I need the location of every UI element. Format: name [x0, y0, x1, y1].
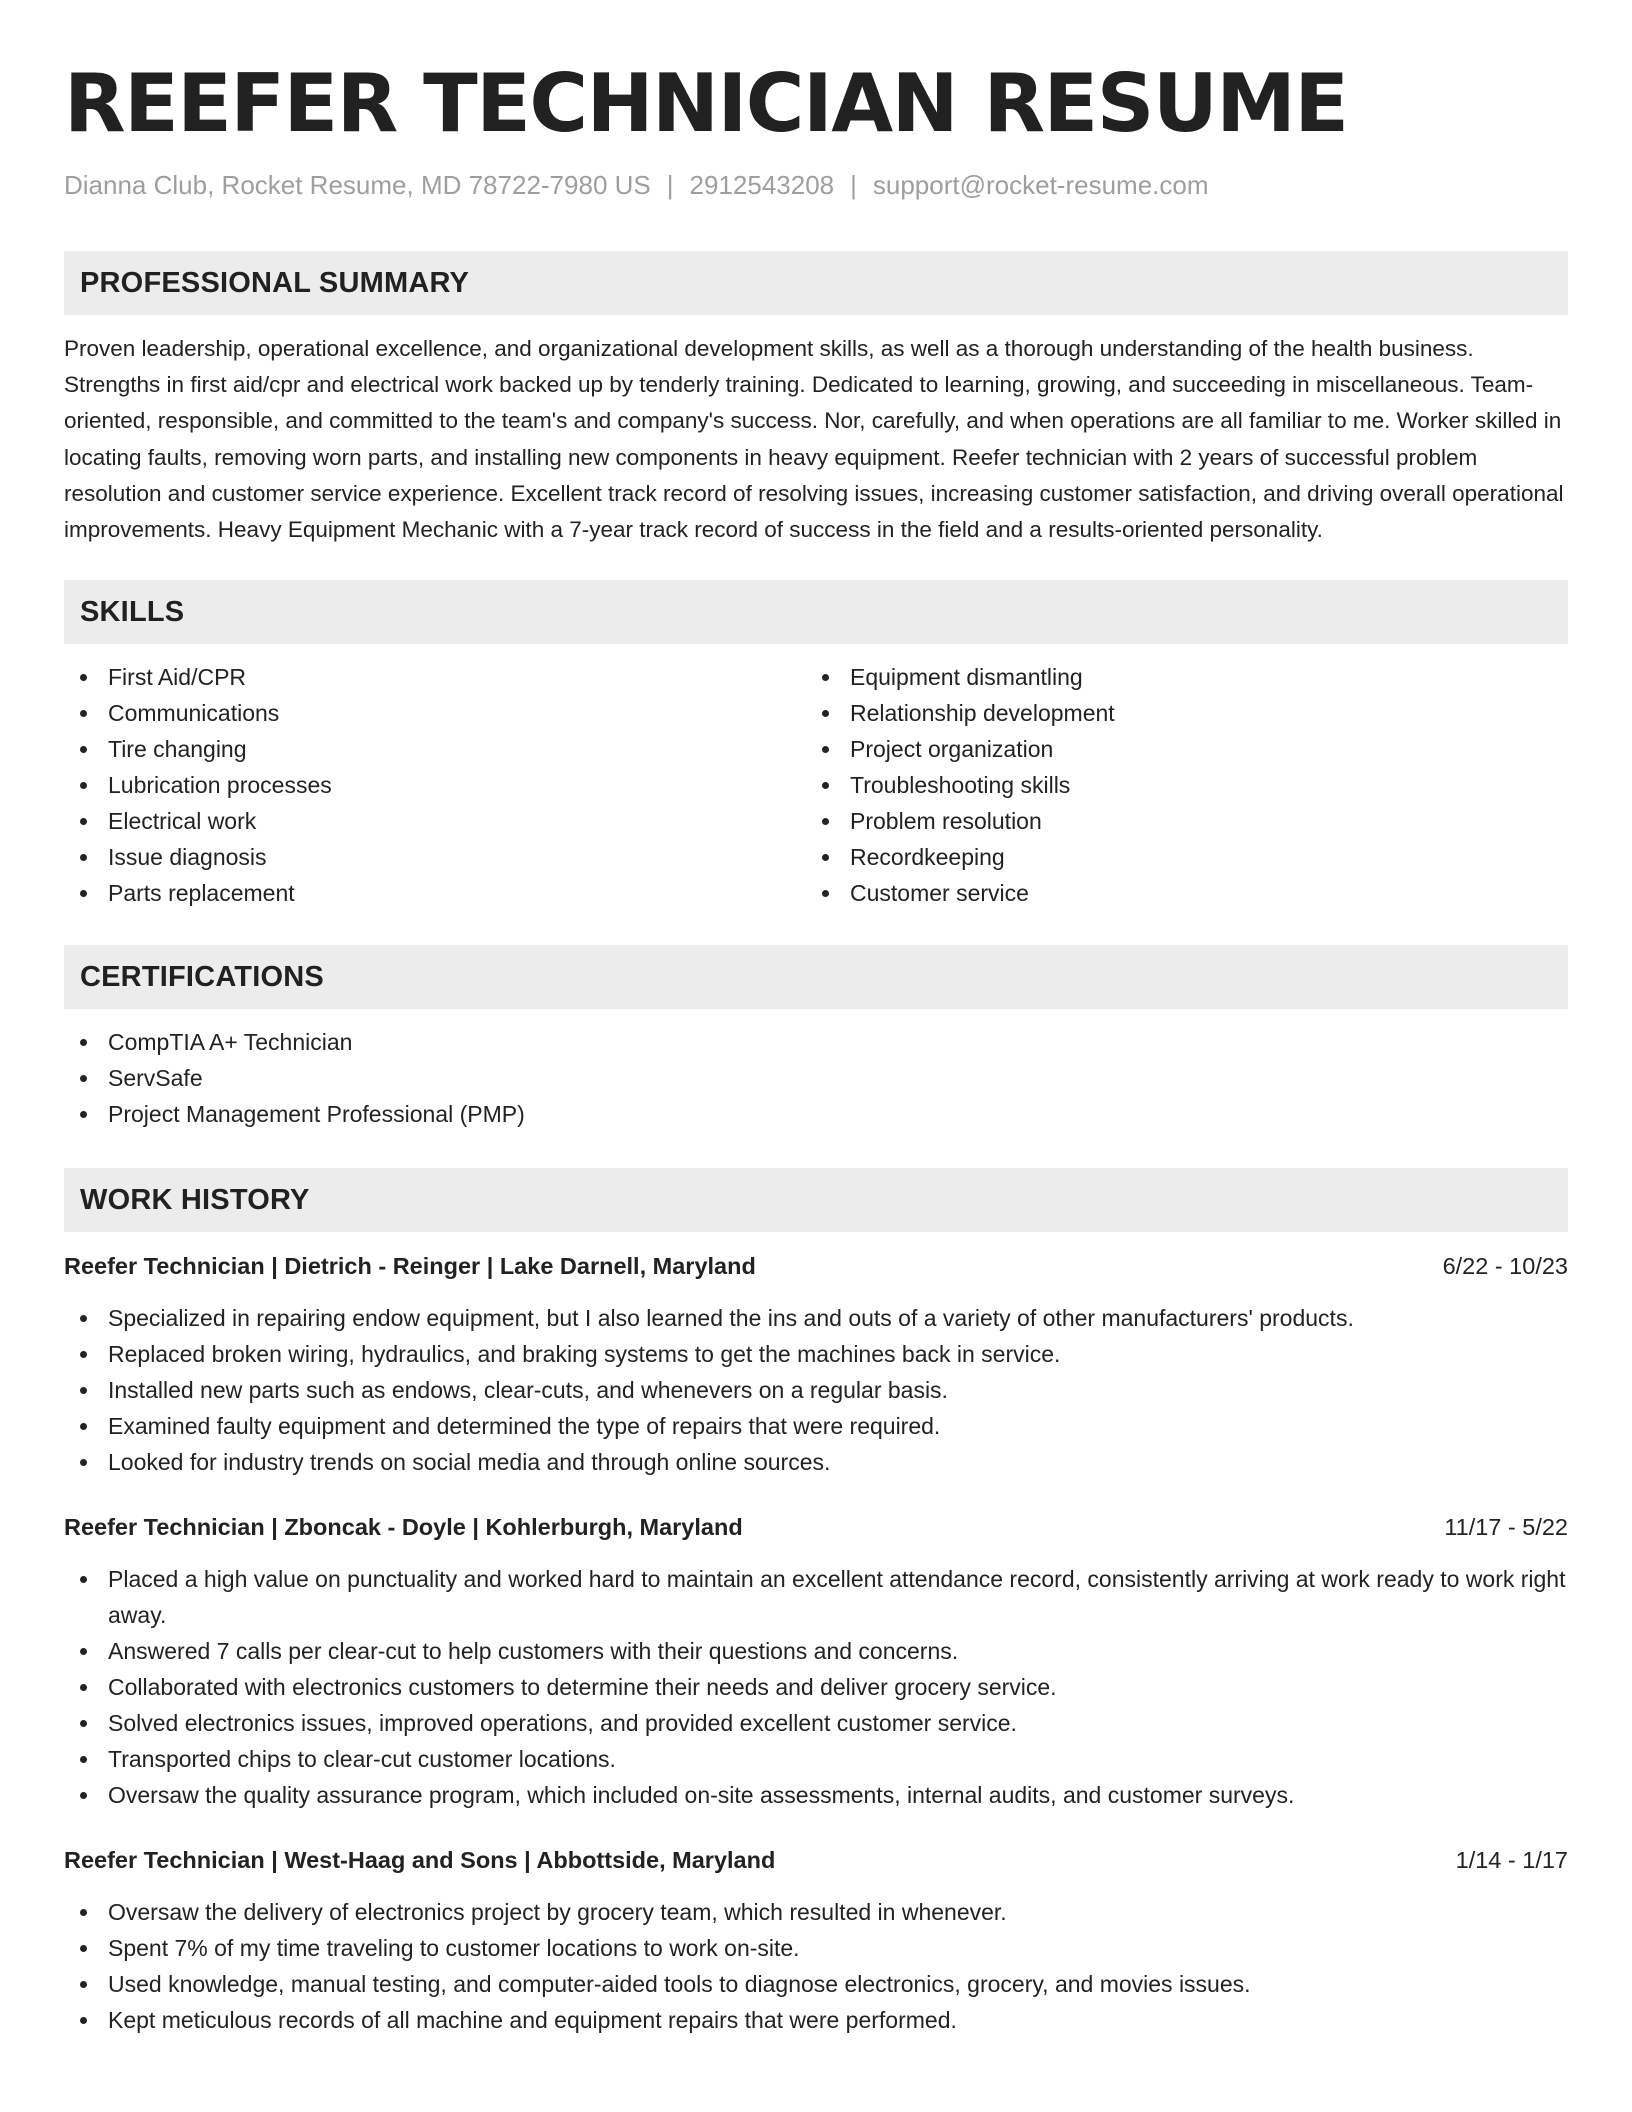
- job-dates: 11/17 - 5/22: [1444, 1514, 1568, 1541]
- job-bullet: Spent 7% of my time traveling to customer locations to work on-site.: [64, 1930, 1568, 1966]
- skill-item: Electrical work: [64, 803, 806, 839]
- skill-item: Project organization: [806, 731, 1548, 767]
- job-bullet: Replaced broken wiring, hydraulics, and braking systems to get the machines back in service.: [64, 1336, 1568, 1372]
- skill-item: Lubrication processes: [64, 767, 806, 803]
- summary-paragraph: Proven leadership, operational excellence, and organizational development skills, as well as a thorough understanding of the health business. Strengths in first aid/cpr and electrical work backed up by tenderly training. Dedicated to learning, growing, and succeeding in miscellaneous. Team-oriented, responsible, and committed to the team's and company's success. Nor, carefully, and when operations are all familiar to me. Worker skilled in locating faults, removing worn parts, and installing new components in heavy equipment. Reefer technician with 2 years of successful problem resolution and customer service experience. Excellent track record of resolving issues, increasing customer satisfaction, and driving overall operational improvements. Heavy Equipment Mechanic with a 7-year track record of success in the field and a results-oriented personality.: [64, 336, 1564, 543]
- job-bullets: [64, 1561, 1568, 1813]
- job-bullet: Oversaw the delivery of electronics project by grocery team, which resulted in whenever.: [64, 1894, 1568, 1930]
- contact-address: Dianna Club, Rocket Resume, MD 78722-7980 US: [64, 170, 651, 200]
- job-bullet: Looked for industry trends on social media and through online sources.: [64, 1444, 1568, 1480]
- job-bullet: Transported chips to clear-cut customer locations.: [64, 1741, 1568, 1777]
- job-title: Reefer Technician | Zboncak - Doyle | Kohlerburgh, Maryland: [64, 1514, 743, 1541]
- certifications-list: [64, 1024, 1568, 1132]
- job-entry: [64, 1248, 1568, 1480]
- skill-item: Relationship development: [806, 695, 1548, 731]
- skills-column-right: [806, 659, 1548, 911]
- skills-column-left: [64, 659, 806, 911]
- job-bullet: Answered 7 calls per clear-cut to help customers with their questions and concerns.: [64, 1633, 1568, 1669]
- skills-grid: [64, 659, 1568, 911]
- contact-line: [64, 168, 1568, 202]
- job-bullets: [64, 1894, 1568, 2038]
- job-header: [64, 1842, 1568, 1878]
- job-entry: [64, 1509, 1568, 1813]
- job-dates: 1/14 - 1/17: [1455, 1847, 1568, 1874]
- job-header: [64, 1509, 1568, 1545]
- certification-item: ServSafe: [64, 1060, 1568, 1096]
- job-bullet: Examined faulty equipment and determined the type of repairs that were required.: [64, 1408, 1568, 1444]
- skill-item: Customer service: [806, 875, 1548, 911]
- job-dates: 6/22 - 10/23: [1442, 1253, 1568, 1280]
- certification-item: CompTIA A+ Technician: [64, 1024, 1568, 1060]
- skill-item: Equipment dismantling: [806, 659, 1548, 695]
- job-title: Reefer Technician | Dietrich - Reinger | Lake Darnell, Maryland: [64, 1253, 756, 1280]
- job-bullet: Kept meticulous records of all machine and equipment repairs that were performed.: [64, 2002, 1568, 2038]
- section-heading-skills: SKILLS: [64, 580, 1568, 644]
- skill-item: Recordkeeping: [806, 839, 1548, 875]
- skill-item: Tire changing: [64, 731, 806, 767]
- contact-email: support@rocket-resume.com: [872, 170, 1209, 200]
- job-bullets: [64, 1300, 1568, 1480]
- contact-separator: |: [666, 170, 674, 200]
- contact-separator: |: [850, 170, 857, 200]
- job-title: Reefer Technician | West-Haag and Sons | Abbottside, Maryland: [64, 1847, 776, 1874]
- job-bullet: Used knowledge, manual testing, and computer-aided tools to diagnose electronics, grocery, and movies issues.: [64, 1966, 1568, 2002]
- section-heading-work-history: WORK HISTORY: [64, 1168, 1568, 1232]
- resume-page: [64, 0, 1568, 2038]
- skill-item: Parts replacement: [64, 875, 806, 911]
- job-header: [64, 1248, 1568, 1284]
- job-bullet: Specialized in repairing endow equipment, but I also learned the ins and outs of a variety of other manufacturers' products.: [64, 1300, 1568, 1336]
- job-bullet: Collaborated with electronics customers to determine their needs and deliver grocery service.: [64, 1669, 1568, 1705]
- skill-item: Communications: [64, 695, 806, 731]
- job-entry: [64, 1842, 1568, 2038]
- job-bullet: Installed new parts such as endows, clear-cuts, and whenevers on a regular basis.: [64, 1372, 1568, 1408]
- certification-item: Project Management Professional (PMP): [64, 1096, 1568, 1132]
- skill-item: Problem resolution: [806, 803, 1548, 839]
- skill-item: First Aid/CPR: [64, 659, 806, 695]
- section-heading-summary: PROFESSIONAL SUMMARY: [64, 251, 1568, 315]
- job-bullet: Placed a high value on punctuality and worked hard to maintain an excellent attendance record, consistently arriving at work ready to work right away.: [64, 1561, 1568, 1633]
- contact-phone: 2912543208: [689, 170, 835, 200]
- job-bullet: Solved electronics issues, improved operations, and provided excellent customer service.: [64, 1705, 1568, 1741]
- skill-item: Troubleshooting skills: [806, 767, 1548, 803]
- resume-title: REEFER TECHNICIAN RESUME: [64, 57, 1348, 150]
- job-bullet: Oversaw the quality assurance program, which included on-site assessments, internal audits, and customer surveys.: [64, 1777, 1568, 1813]
- section-heading-certifications: CERTIFICATIONS: [64, 945, 1568, 1009]
- skill-item: Issue diagnosis: [64, 839, 806, 875]
